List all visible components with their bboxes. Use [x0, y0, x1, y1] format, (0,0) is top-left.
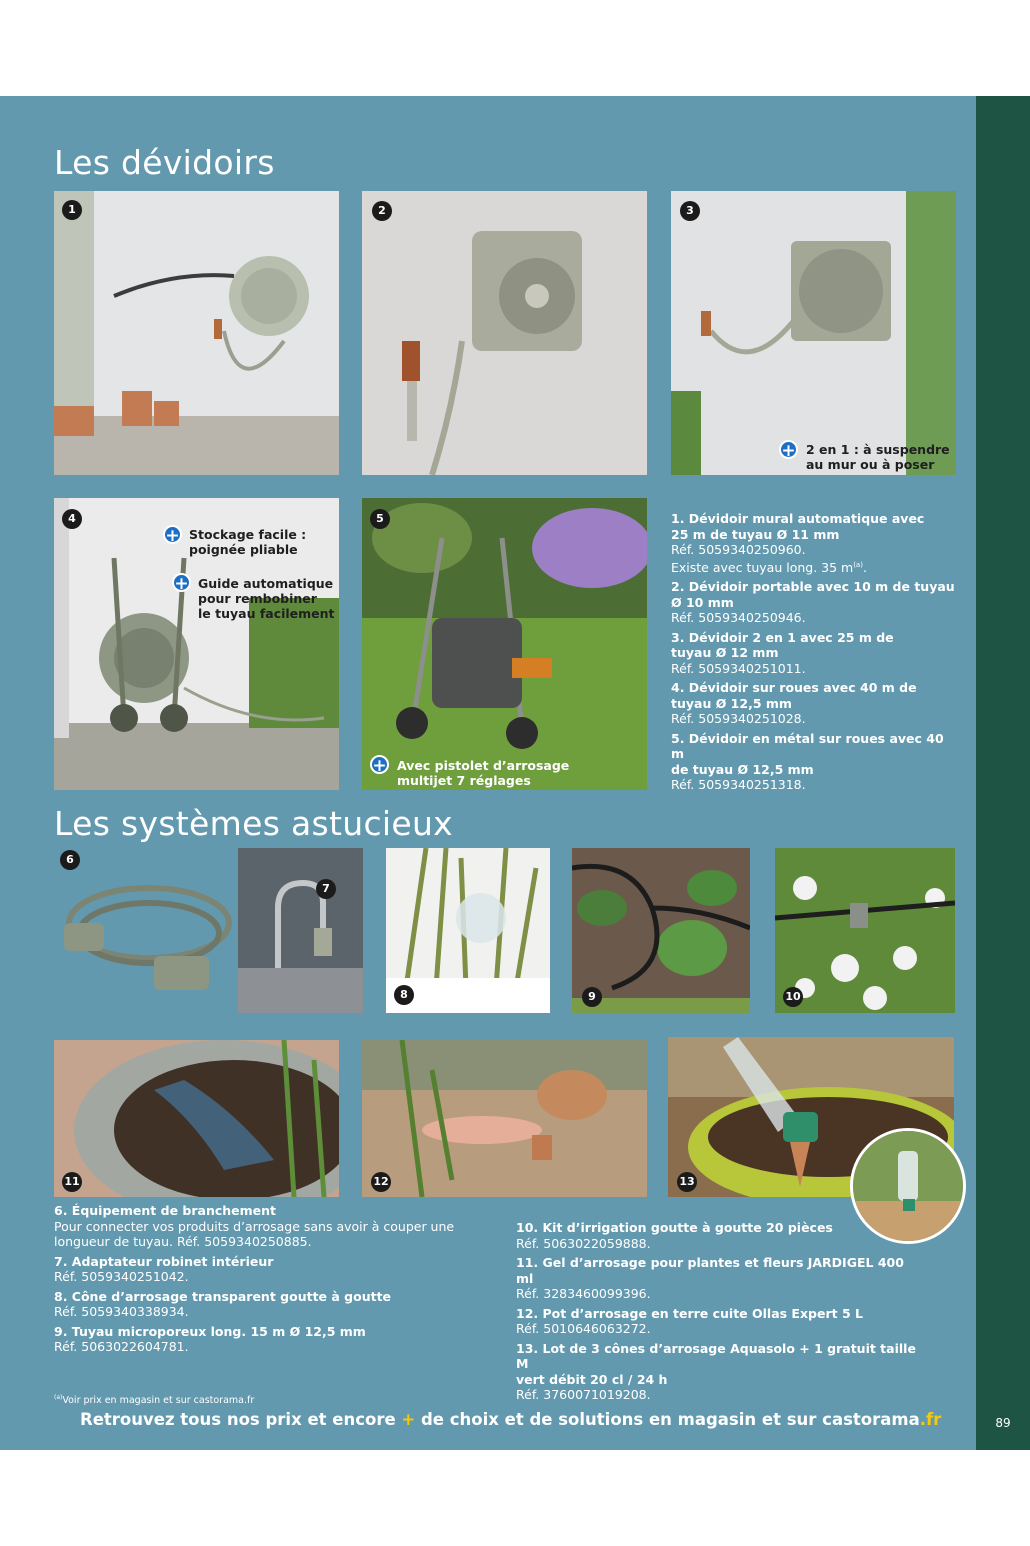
page-number: 89 [995, 1416, 1011, 1430]
badge-10: 10 [783, 987, 803, 1007]
product-10: 10. Kit d’irrigation goutte à goutte 20 pièces Réf. 5063022059888. [516, 1220, 833, 1251]
plus-icon: + [163, 525, 182, 544]
plus-icon: + [401, 1410, 416, 1429]
badge-11: 11 [62, 1172, 82, 1192]
product-5: 5. Dévidoir en métal sur roues avec 40 m de tuyau Ø 12,5 mm Réf. 5059340251318. [671, 730, 944, 793]
photo-hose-reel-portable [362, 191, 647, 475]
plus-icon: + [779, 440, 798, 459]
badge-2: 2 [372, 201, 392, 221]
badge-4: 4 [62, 509, 82, 529]
product-11: 11. Gel d’arrosage pour plantes et fleurs JARDIGEL 400 ml Réf. 3283460099396. [516, 1255, 904, 1301]
photo-watering-gel [54, 1040, 339, 1197]
photo-connection-kit [54, 848, 234, 1013]
product-7: 7. Adaptateur robinet intérieur Réf. 5059340251042. [54, 1253, 274, 1284]
promo-banner: Retrouvez tous nos prix et encore + de choix et de solutions en magasin et sur castorama.fr [80, 1410, 942, 1429]
badge-6: 6 [60, 850, 80, 870]
badge-9: 9 [582, 987, 602, 1007]
product-4: 4. Dévidoir sur roues avec 40 m de tuyau Ø 12,5 mm Réf. 5059340251028. [671, 680, 917, 727]
badge-7: 7 [316, 879, 336, 899]
photo-drip-kit [775, 848, 955, 1013]
badge-8: 8 [394, 985, 414, 1005]
section-title-devidoirs: Les dévidoirs [54, 143, 275, 182]
plus-icon: + [370, 755, 389, 774]
callout-photo3: 2 en 1 : à suspendre au mur ou à poser [806, 442, 950, 472]
product-9: 9. Tuyau microporeux long. 15 m Ø 12,5 mm Réf. 5063022604781. [54, 1323, 366, 1354]
photo-clay-pot [362, 1040, 647, 1197]
product-8: 8. Cône d’arrosage transparent goutte à goutte Réf. 5059340338934. [54, 1288, 392, 1319]
product-13: 13. Lot de 3 cônes d’arrosage Aquasolo + 1 gratuit taille M vert débit 20 cl / 24 h Réf. 3760071019208. [516, 1340, 916, 1402]
callout-photo5: Avec pistolet d’arrosage multijet 7 réglages [397, 758, 570, 788]
product-list-systemes-left [54, 1203, 494, 1359]
badge-1: 1 [62, 200, 82, 220]
badge-5: 5 [370, 509, 390, 529]
callout-photo4-guide: Guide automatique pour rembobiner le tuyau facilement [198, 576, 335, 621]
product-2: 2. Dévidoir portable avec 10 m de tuyau Ø 10 mm Réf. 5059340250946. [671, 579, 955, 626]
callout-photo4-handle: Stockage facile : poignée pliable [189, 527, 307, 557]
badge-13: 13 [677, 1172, 697, 1192]
photo-hose-reel-wall-auto [54, 191, 339, 475]
section-title-systemes: Les systèmes astucieux [54, 804, 454, 843]
badge-12: 12 [371, 1172, 391, 1192]
badge-3: 3 [680, 201, 700, 221]
product-list-systemes-right [516, 1220, 916, 1407]
photo-hose-reel-2-in-1 [671, 191, 956, 475]
product-6: 6. Équipement de branchement Pour connecter vos produits d’arrosage sans avoir à couper une longueur de tuyau. Réf. 5059340250885. [54, 1203, 455, 1249]
product-12: 12. Pot d’arrosage en terre cuite Ollas Expert 5 L Réf. 5010646063272. [516, 1305, 863, 1336]
plus-icon: + [172, 573, 191, 592]
product-3: 3. Dévidoir 2 en 1 avec 25 m de tuyau Ø 12 mm Réf. 5059340251011. [671, 629, 894, 676]
photo-microporous-hose [572, 848, 750, 1013]
photo-hose-reel-metal [362, 498, 647, 790]
photo-tap-adapter [238, 848, 363, 1013]
sidebar-band [976, 96, 1030, 1450]
footnote: $^{(a)}$Voir prix en magasin et sur castorama.fr [54, 1394, 255, 1407]
product-list-devidoirs [671, 511, 961, 797]
product-1: 1. Dévidoir mural automatique avec 25 m de tuyau Ø 11 mm Réf. 5059340250960. Existe avec tuyau long. 35 $m^{(a)}$. [671, 511, 925, 575]
